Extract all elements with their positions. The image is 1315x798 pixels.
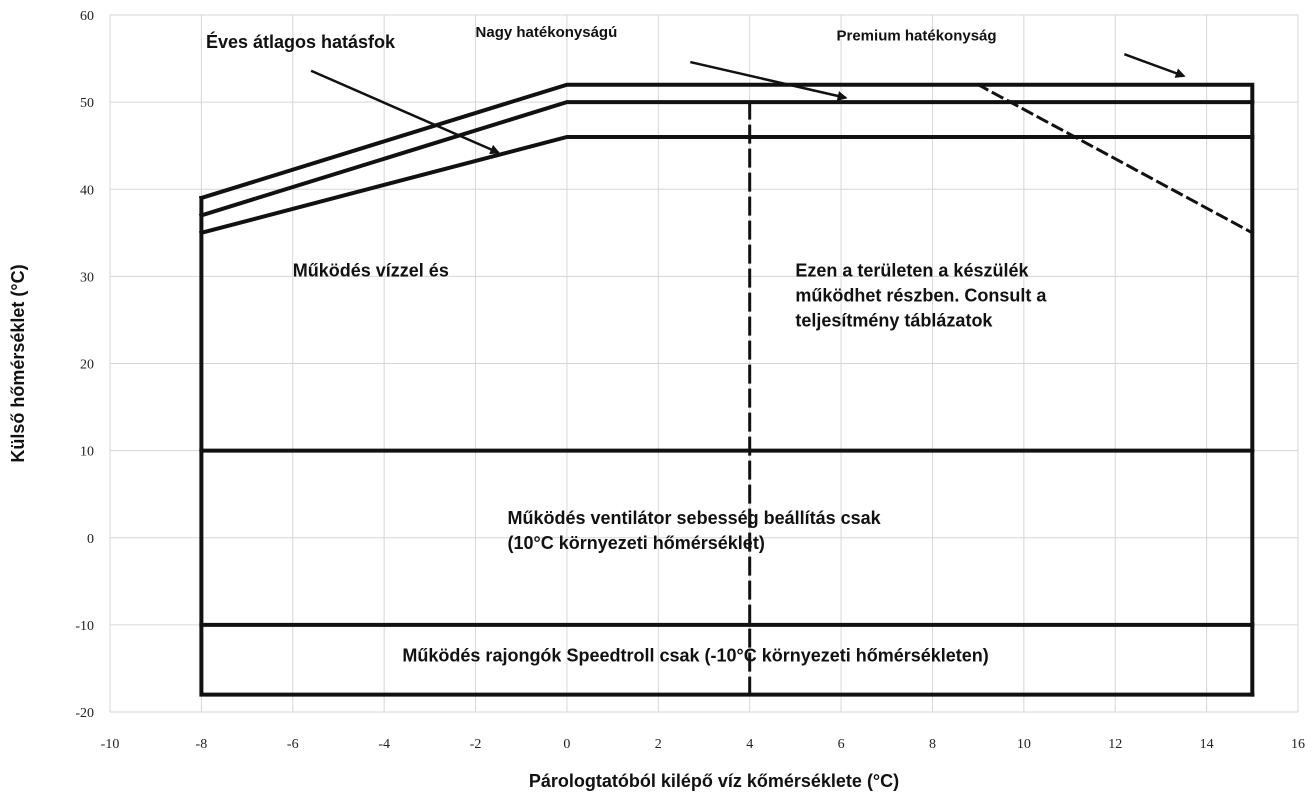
y-tick-label: 30 (80, 270, 94, 286)
label-arrow (311, 71, 498, 153)
x-axis-title: Párologtatóból kilépő víz kőmérséklete (°C) (528, 771, 900, 791)
label-arrow (1124, 54, 1183, 76)
x-tick-label: -4 (378, 737, 390, 752)
y-tick-label: 20 (80, 357, 94, 373)
curve-label: Premium hatékonyság (836, 27, 997, 45)
region-annotation: Működés vízzel és (292, 260, 449, 281)
y-tick-label: 50 (80, 96, 94, 112)
x-tick-label: 6 (837, 737, 845, 752)
y-tick-label: 40 (80, 183, 94, 199)
x-tick-label: 10 (1016, 737, 1031, 752)
annotations-layer (206, 24, 1184, 666)
x-tick-label: 12 (1108, 737, 1123, 752)
envelope-line-1 (201, 102, 1252, 215)
x-tick-label: 4 (746, 737, 754, 752)
tick-labels (75, 9, 1305, 752)
envelope-line-0 (201, 85, 1252, 695)
x-tick-label: 0 (563, 737, 571, 752)
y-tick-label: 10 (80, 444, 94, 460)
label-arrow (690, 62, 845, 98)
x-tick-label: 16 (1291, 737, 1305, 752)
region-annotation: teljesítmény táblázatok (795, 310, 993, 331)
curve-label: Éves átlagos hatásfok (205, 32, 396, 53)
x-tick-label: -8 (195, 737, 208, 752)
series-layer (201, 85, 1252, 695)
y-tick-label: -20 (75, 706, 94, 721)
region-annotation: (10°C környezeti hőmérséklet) (507, 532, 765, 553)
y-tick-label: 60 (80, 9, 94, 24)
region-annotation: Ezen a területen a készülék (795, 260, 1029, 281)
curve-label: Nagy hatékonyságú (475, 23, 618, 41)
x-tick-label: 2 (654, 737, 662, 752)
grid-layer (110, 15, 1298, 712)
y-axis-title: Külső hőmérséklet (°C) (8, 264, 28, 463)
region-annotation: működhet részben. Consult a (795, 285, 1047, 306)
region-annotation: Működés ventilátor sebesség beállítás csak (507, 507, 881, 528)
x-tick-label: -10 (100, 737, 120, 752)
x-tick-label: 14 (1199, 737, 1214, 752)
y-tick-label: -10 (75, 618, 94, 634)
x-tick-label: 8 (928, 737, 936, 752)
region-annotation: Működés rajongók Speedtroll csak (-10°C környezeti hőmérsékleten) (402, 645, 989, 666)
envelope-line-2 (201, 137, 1252, 233)
y-tick-label: 0 (87, 531, 94, 547)
x-tick-label: -2 (469, 737, 482, 752)
x-tick-label: -6 (286, 737, 299, 752)
